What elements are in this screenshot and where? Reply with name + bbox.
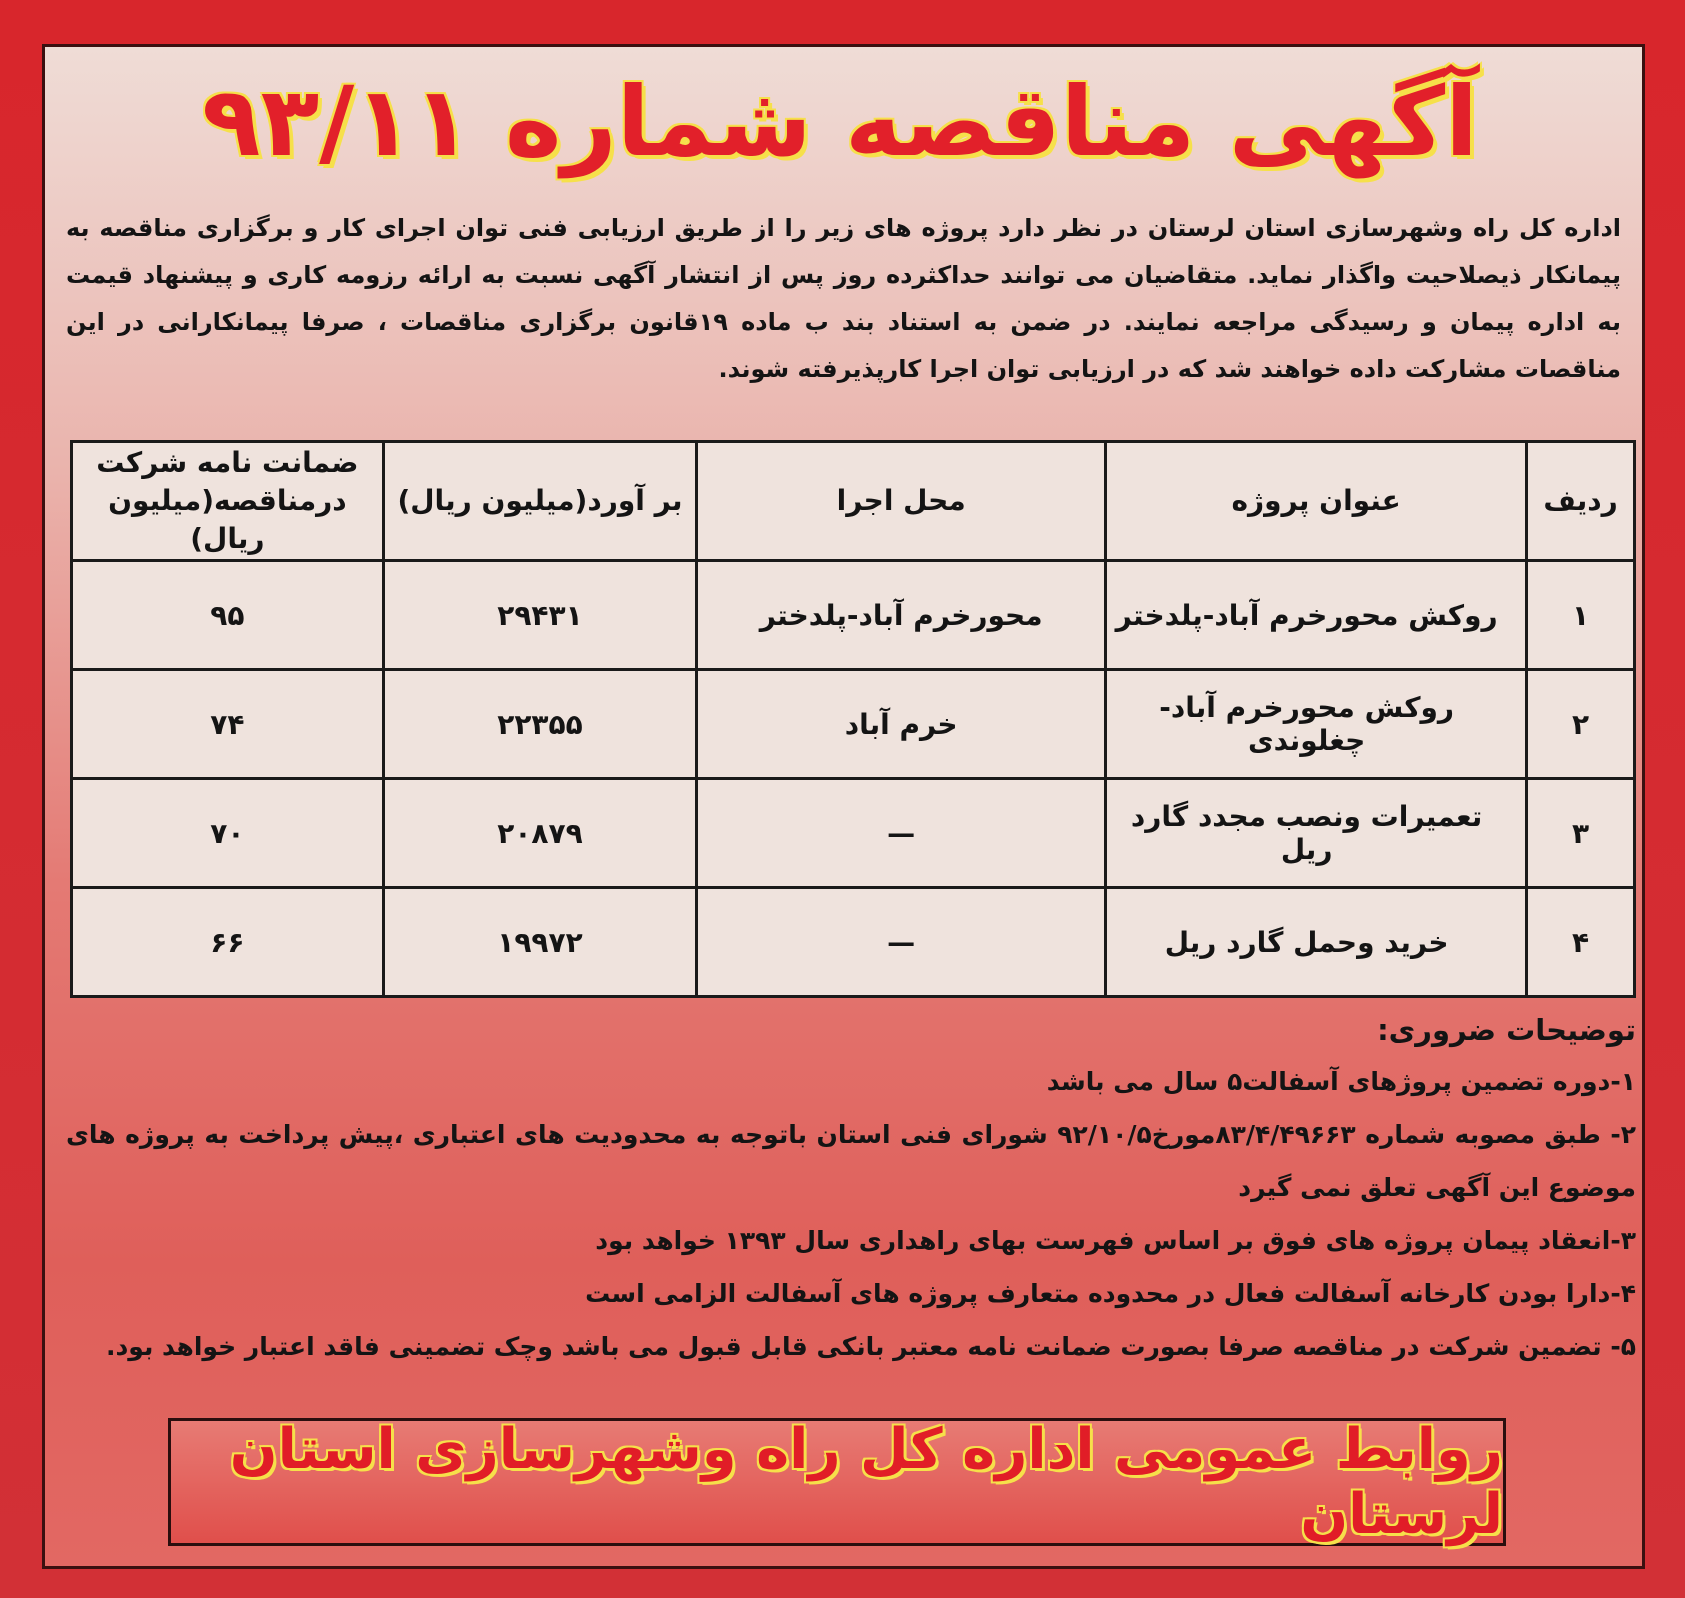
cell-row-number: ۴	[1527, 888, 1635, 997]
cell-estimate: ۲۰۸۷۹	[383, 779, 696, 888]
notes-title: توضیحات ضروری:	[1377, 1013, 1636, 1047]
header-row-number: ردیف	[1527, 442, 1635, 561]
cell-estimate: ۱۹۹۷۲	[383, 888, 696, 997]
tender-table	[70, 440, 1636, 998]
cell-project-title: روکش محورخرم آباد- چغلوندی	[1106, 670, 1527, 779]
cell-guarantee: ۷۰	[72, 779, 384, 888]
table-row	[72, 888, 1635, 997]
table-header-row	[72, 442, 1635, 561]
table-row	[72, 561, 1635, 670]
cell-guarantee: ۶۶	[72, 888, 384, 997]
cell-location: محورخرم آباد-پلدختر	[697, 561, 1106, 670]
cell-project-title: خرید وحمل گارد ریل	[1106, 888, 1527, 997]
tender-title: آگهی مناقصه شماره ۹۳/۱۱	[201, 66, 1479, 178]
header-guarantee	[72, 442, 384, 561]
note-item: ۱-دوره تضمین پروژهای آسفالت۵ سال می باشد	[1046, 1067, 1636, 1096]
notes-section	[66, 1005, 1636, 1373]
cell-project-title: تعمیرات ونصب مجدد گارد ریل	[1106, 779, 1527, 888]
cell-row-number: ۳	[1527, 779, 1635, 888]
footer-publisher: روابط عمومی اداره کل راه وشهرسازی استان لرستان	[229, 1417, 1503, 1547]
cell-location: —	[697, 888, 1106, 997]
cell-location: خرم آباد	[697, 670, 1106, 779]
note-item: ۲- طبق مصوبه شماره ۸۳/۴/۴۹۶۶۳مورخ۹۲/۱۰/۵ شورای فنی استان باتوجه به محدودیت های اعتباری ،پیش پرداخت به پروژه های موضوع این آگهی تعلق نمی گیرد	[66, 1120, 1636, 1202]
note-item: ۵- تضمین شرکت در مناقصه صرفا بصورت ضمانت نامه معتبر بانکی قابل قبول می باشد وچک تضمینی فاقد اعتبار خواهد بود.	[105, 1332, 1636, 1361]
note-item: ۳-انعقاد پیمان پروژه های فوق بر اساس فهرست بهای راهداری سال ۱۳۹۳ خواهد بود	[595, 1226, 1636, 1255]
cell-guarantee: ۷۴	[72, 670, 384, 779]
table-row	[72, 779, 1635, 888]
cell-row-number: ۲	[1527, 670, 1635, 779]
cell-guarantee: ۹۵	[72, 561, 384, 670]
note-item: ۴-دارا بودن کارخانه آسفالت فعال در محدوده متعارف پروژه های آسفالت الزامی است	[585, 1279, 1636, 1308]
table-row	[72, 670, 1635, 779]
header-location: محل اجرا	[697, 442, 1106, 561]
cell-estimate: ۲۹۴۳۱	[383, 561, 696, 670]
cell-estimate: ۲۲۳۵۵	[383, 670, 696, 779]
header-guarantee-line2: درمناقصه(میلیون ریال)	[108, 484, 347, 555]
cell-project-title: روکش محورخرم آباد-پلدختر	[1106, 561, 1527, 670]
header-guarantee-line1: ضمانت نامه شرکت	[96, 446, 359, 479]
cell-location: —	[697, 779, 1106, 888]
intro-paragraph: اداره کل راه وشهرسازی استان لرستان در نظر دارد پروژه های زیر را از طریق ارزیابی فنی توان اجرای کار و برگزاری مناقصه به پیمانکار ذیصلاحیت واگذار نماید. متقاضیان می توانند حداکثرده روز پس از انتشار آگهی نسبت به ارائه رزومه کاری و پیشنهاد قیمت به اداره پیمان و رسیدگی مراجعه نمایند. در ضمن به استناد بند ب ماده ۱۹قانون برگزاری مناقصات ، صرفا پیمانکارانی در این مناقصات مشارکت داده خواهند شد که در ارزیابی توان اجرا کارپذیرفته شوند.	[66, 214, 1621, 383]
footer-box	[168, 1418, 1506, 1546]
cell-row-number: ۱	[1527, 561, 1635, 670]
header-estimate: بر آورد(میلیون ریال)	[383, 442, 696, 561]
header-project-title: عنوان پروژه	[1106, 442, 1527, 561]
